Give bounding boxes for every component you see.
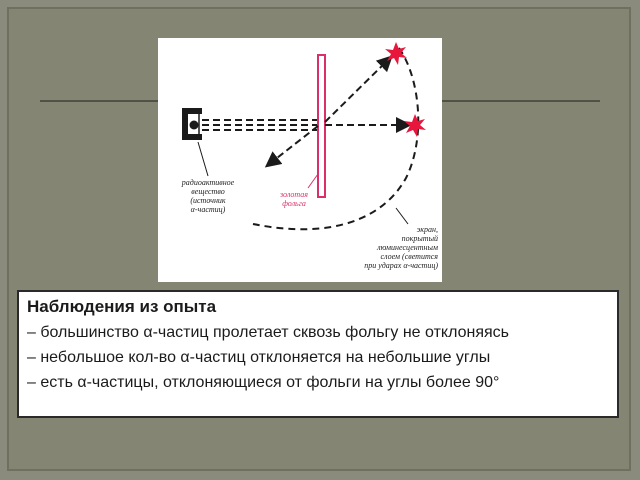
observation-item-3: – есть α-частицы, отклоняющиеся от фольги на углы более 90°	[27, 374, 500, 391]
alpha-beam	[202, 120, 318, 130]
rutherford-experiment-diagram	[158, 38, 442, 282]
flash-top	[385, 42, 407, 65]
observation-item-1: – большинство α-частиц пролетает сквозь фольгу не отклоняясь	[27, 324, 509, 341]
gold-foil	[318, 55, 325, 197]
source-label: радиоактивное вещество (источник α-частиц)	[181, 178, 235, 214]
small-angle-path	[325, 58, 390, 122]
backscatter-path	[268, 126, 318, 165]
screen-label: экран, покрытый люминесцентным слоем (светится при ударах α-частиц)	[364, 225, 438, 270]
observation-item-2: – небольшое кол-во α-частиц отклоняется на небольшие углы	[27, 349, 491, 366]
observations-heading: Наблюдения из опыта	[27, 297, 217, 316]
foil-label: золотая фольга	[280, 190, 308, 208]
radioactive-source	[182, 108, 202, 140]
observations-box	[17, 290, 619, 418]
